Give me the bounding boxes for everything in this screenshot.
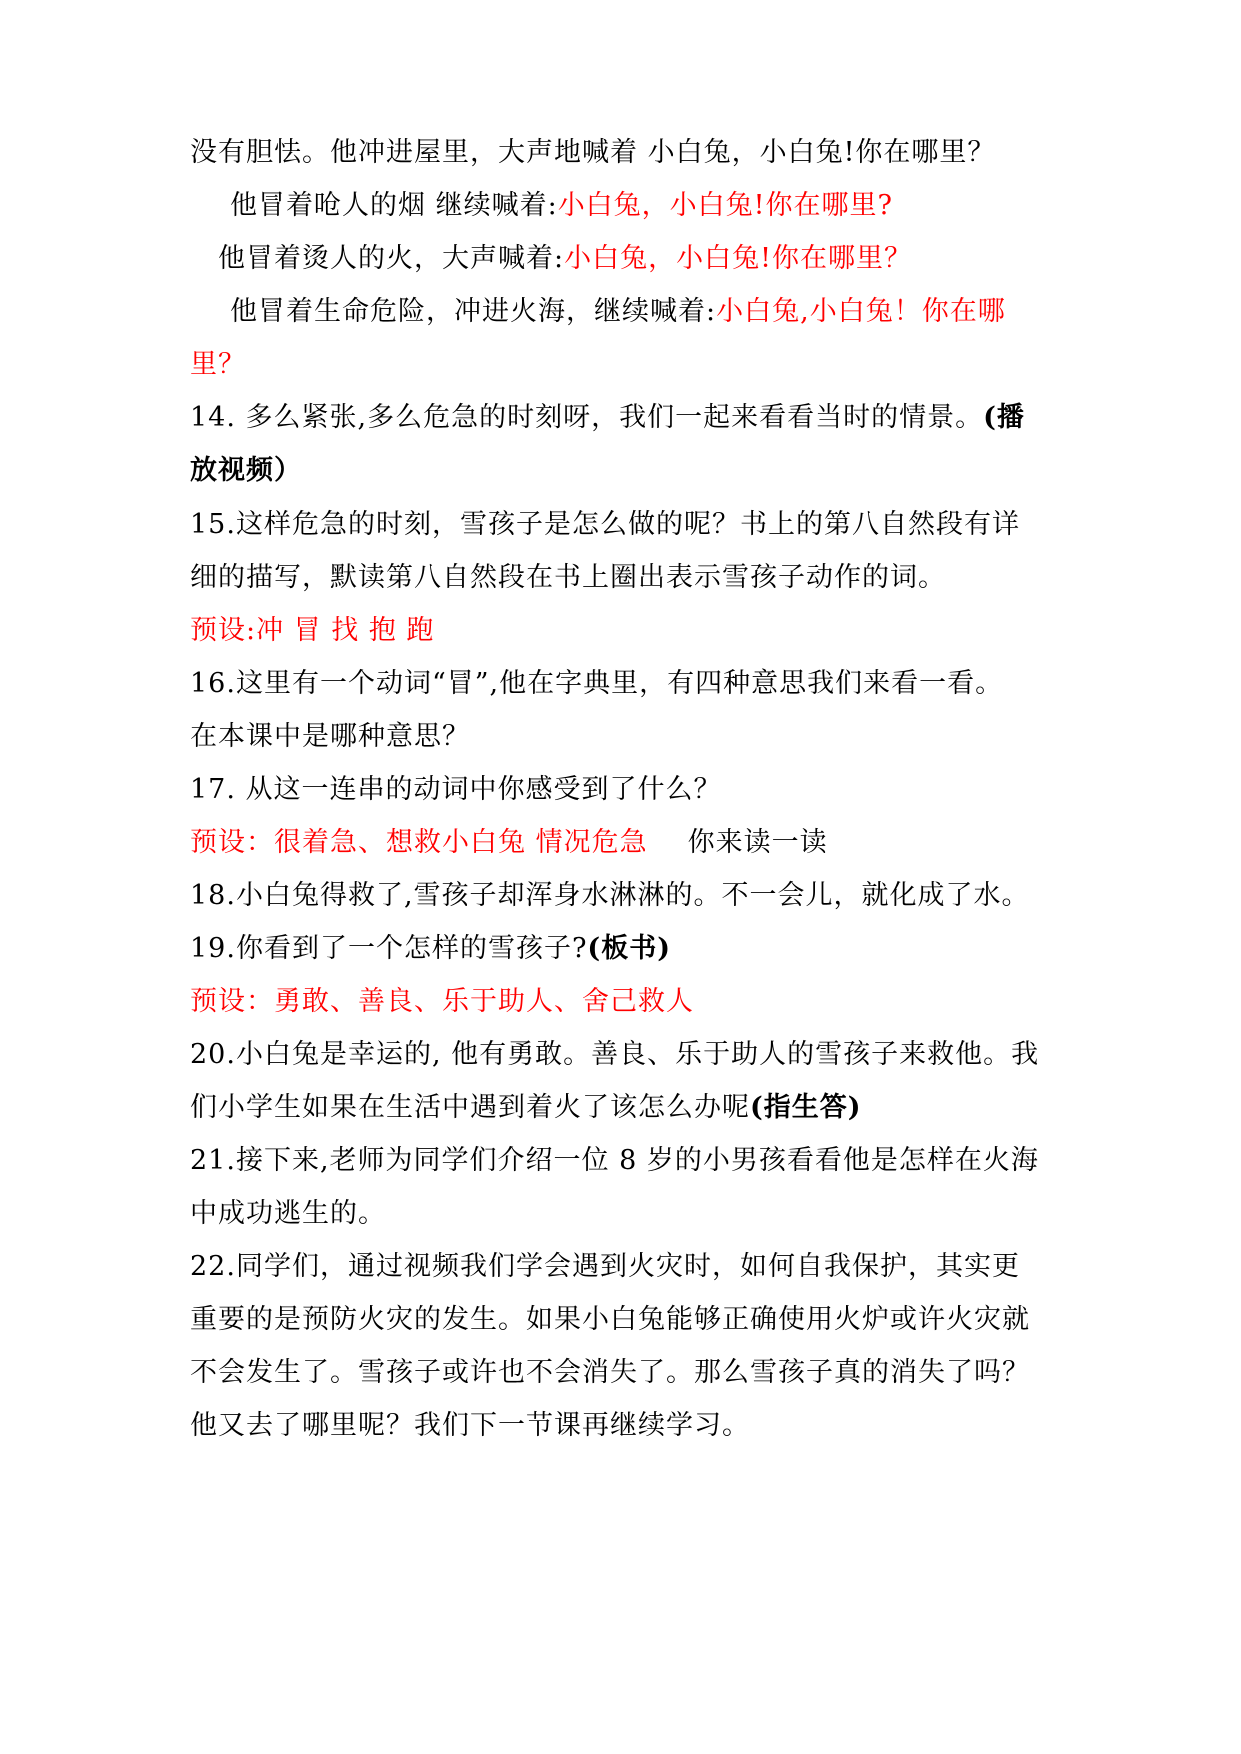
text-line <box>190 770 722 810</box>
highlighted-text: 小白兔，小白兔!你在哪里？ <box>564 243 912 274</box>
text-line <box>190 1194 386 1234</box>
bold-note: (指生答) <box>750 1092 862 1123</box>
text-line <box>190 1300 1030 1340</box>
bold-note: 放视频） <box>190 455 302 486</box>
text-line <box>190 1247 1020 1287</box>
text-line <box>190 133 995 173</box>
line-text: 没有胆怯。他冲进屋里，大声地喊着 小白兔，小白兔!你在哪里？ <box>190 137 996 168</box>
text-line <box>190 1353 1030 1393</box>
line-text: 他冒着烫人的火，大声喊着: <box>218 243 565 274</box>
highlighted-text: 小白兔,小白兔！你在哪 <box>716 296 1006 327</box>
bold-note: (播 <box>983 402 1025 433</box>
bold-note: (板书) <box>587 933 671 964</box>
text-line <box>190 1406 750 1446</box>
text-line <box>190 398 1025 438</box>
highlighted-text: 预设：很着急、想救小白兔 情况危急 <box>190 827 648 858</box>
line-text: 他冒着呛人的烟 继续喊着: <box>230 190 558 221</box>
text-line <box>190 664 1003 704</box>
line-text: 18.小白兔得救了,雪孩子却浑身水淋淋的。不一会儿，就化成了水。 <box>190 880 1030 911</box>
line-text: 不会发生了。雪孩子或许也不会消失了。那么雪孩子真的消失了吗？ <box>190 1357 1030 1388</box>
text-line <box>230 292 1006 332</box>
line-text: 17. 从这一连串的动词中你感受到了什么？ <box>190 774 722 805</box>
line-text: 中成功逃生的。 <box>190 1198 386 1229</box>
line-text: 重要的是预防火灾的发生。如果小白兔能够正确使用火炉或许火灾就 <box>190 1304 1030 1335</box>
highlighted-text: 预设:冲 冒 找 抱 跑 <box>190 615 435 646</box>
line-text: 他又去了哪里呢？我们下一节课再继续学习。 <box>190 1410 750 1441</box>
text-line <box>190 345 246 385</box>
text-line <box>190 558 946 598</box>
text-line <box>218 239 912 279</box>
line-text: 22.同学们，通过视频我们学会遇到火灾时，如何自我保护，其实更 <box>190 1251 1020 1282</box>
line-text: 19.你看到了一个怎样的雪孩子? <box>190 933 588 964</box>
line-text: 14. 多么紧张,多么危急的时刻呀，我们一起来看看当时的情景。 <box>190 402 984 433</box>
line-text: 细的描写，默读第八自然段在书上圈出表示雪孩子动作的词。 <box>190 562 946 593</box>
highlighted-text: 里？ <box>190 349 246 380</box>
text-line <box>190 451 302 491</box>
line-text: 他冒着生命危险，冲进火海，继续喊着: <box>230 296 717 327</box>
text-line <box>190 1088 862 1128</box>
text-line <box>190 611 434 651</box>
text-line <box>190 823 828 863</box>
line-text: 你来读一读 <box>687 827 828 858</box>
text-line <box>190 1141 1039 1181</box>
text-line <box>230 186 893 226</box>
text-line <box>190 876 1030 916</box>
line-text: 16.这里有一个动词“冒”,他在字典里，有四种意思我们来看一看。 <box>190 668 1004 699</box>
text-line <box>190 1035 1039 1075</box>
line-text: 20.小白兔是幸运的, 他有勇敢。善良、乐于助人的雪孩子来救他。我 <box>190 1039 1040 1070</box>
text-line <box>190 505 1020 545</box>
text-line <box>190 982 694 1022</box>
line-text: 在本课中是哪种意思？ <box>190 721 470 752</box>
line-text: 15.这样危急的时刻，雪孩子是怎么做的呢？书上的第八自然段有详 <box>190 509 1020 540</box>
text-line <box>190 929 671 969</box>
line-text: 21.接下来,老师为同学们介绍一位 8 岁的小男孩看看他是怎样在火海 <box>190 1145 1039 1176</box>
text-line <box>190 717 470 757</box>
highlighted-text: 小白兔，小白兔!你在哪里? <box>557 190 894 221</box>
highlighted-text: 预设：勇敢、善良、乐于助人、舍己救人 <box>190 986 694 1017</box>
line-text: 们小学生如果在生活中遇到着火了该怎么办呢 <box>190 1092 750 1123</box>
